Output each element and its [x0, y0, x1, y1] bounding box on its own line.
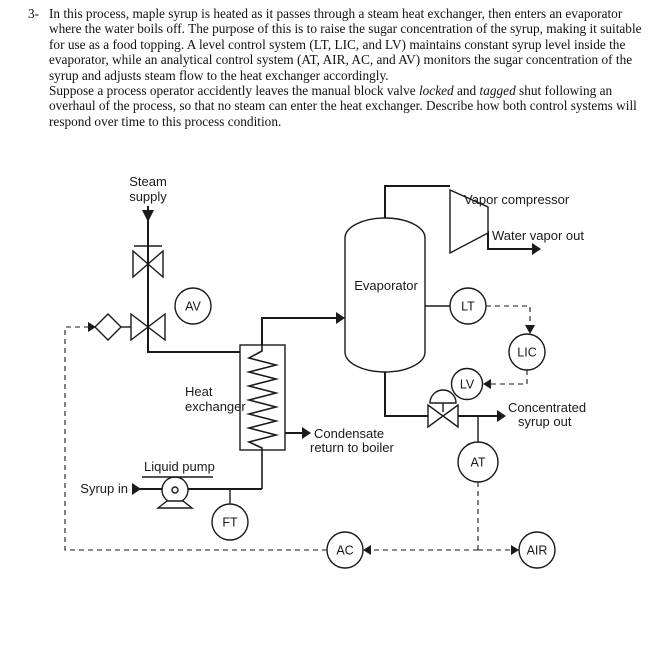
heat-exchanger-label-1: Heat [185, 384, 213, 399]
av-control-valve [88, 314, 165, 340]
water-vapor-out-label: Water vapor out [492, 228, 585, 243]
evaporator-label: Evaporator [354, 278, 418, 293]
heat-exchanger-label-2: exchanger [185, 399, 246, 414]
water-vapor-out-arrow [532, 243, 541, 255]
evaporator-top-pipe [385, 186, 450, 218]
steam-supply-label-2: supply [129, 189, 167, 204]
evaporator-vessel [345, 218, 425, 372]
condensate-label-2: return to boiler [310, 440, 394, 455]
av-signal-arrow [88, 322, 96, 332]
lv-tag: LV [459, 377, 475, 392]
vapor-compressor-label: Vapor compressor [464, 192, 570, 207]
manual-valve-body-right [148, 251, 163, 277]
syrup-in-arrow [132, 483, 141, 495]
air-tag: AIR [526, 543, 548, 558]
question-p2-seg2: and [453, 83, 480, 99]
concentrated-syrup-label-1: Concentrated [508, 400, 587, 415]
lv-actuator-dome [430, 390, 456, 403]
air-instrument [519, 532, 555, 568]
lic-tag: LIC [517, 345, 537, 360]
condensate-label-1: Condensate [314, 426, 385, 441]
manual-valve-body-left [133, 251, 148, 277]
lv-input-arrow [483, 379, 491, 389]
lv-valve-body-right [443, 405, 458, 427]
evaporator-top-pipe-line [385, 186, 450, 218]
lic-to-lv-signal [490, 370, 527, 384]
condensate-pipe [285, 427, 311, 439]
question-p2-seg1: Suppose a process operator accidently leaves the manual block valve [49, 83, 419, 99]
evaporator-body [345, 218, 425, 372]
lv-valve-body-left [428, 405, 443, 427]
question-p2-seg3: shut following an overhaul of the process, so that no steam can enter the heat exchanger. Describe how both control systems will respond over time to this process condition. [49, 83, 637, 129]
av-tag: AV [185, 299, 201, 314]
lic-input-arrow [525, 325, 535, 334]
lt-to-lic-signal [486, 306, 530, 328]
heat-exchanger [240, 345, 285, 489]
av-actuator-diamond [95, 314, 121, 340]
lv-control-valve [428, 390, 458, 427]
syrup-in-pipe [132, 483, 163, 495]
at-output-signal [367, 482, 516, 550]
lt-tag: LT [461, 299, 475, 314]
question-number: 3- [28, 6, 40, 21]
evaporator-bottom-pipe-line [385, 372, 428, 416]
av-instrument [175, 288, 211, 324]
ft-tag: FT [222, 515, 238, 530]
pump-base [158, 501, 192, 508]
lv-instrument [452, 369, 483, 400]
condensate-arrow [302, 427, 311, 439]
air-input-arrow [511, 545, 519, 555]
syrup-out-pipe [458, 410, 506, 422]
question-paragraph-1: In this process, maple syrup is heated as it passes through a steam heat exchanger, then enters an evaporator where the water boils off. The purpose of this is to raise the sugar concentration of the syrup, making it suitable for use as a food topping. A level control system (LT, LIC, and LV) maintains constant syrup level inside the evaporator, while an analytical control system (AT, AIR, AC, and AV) monitors the sugar concentration of the syrup and adjusts steam flow to the heat exchanger accordingly. [49, 6, 642, 83]
ac-instrument [327, 532, 363, 568]
diagram-labels [80, 174, 586, 496]
syrup-out-arrow [497, 410, 506, 422]
coil-to-evaporator-arrow [336, 312, 345, 324]
lt-instrument [450, 288, 486, 324]
evaporator-bottom-pipe [385, 372, 428, 416]
lt-to-lic-signal-line [486, 306, 530, 328]
coil-outlet-pipe [262, 312, 345, 345]
ac-tag: AC [336, 543, 354, 558]
ac-input-arrow [363, 545, 371, 555]
ft-instrument [212, 504, 248, 540]
at-instrument [458, 442, 498, 482]
liquid-pump-label: Liquid pump [144, 459, 215, 474]
question-p2-tagged: tagged [479, 83, 516, 99]
syrup-in-label: Syrup in [80, 481, 128, 496]
pump-casing [162, 477, 188, 503]
ac-to-av-signal [65, 327, 327, 550]
liquid-pump [142, 477, 213, 508]
lic-to-lv-signal-line [490, 370, 527, 384]
steam-flow-arrow [142, 210, 154, 222]
question-p2-locked: locked [418, 83, 454, 99]
av-valve-body-left [131, 314, 148, 340]
concentrated-syrup-label-2: syrup out [518, 414, 572, 429]
steam-supply-label-1: Steam [129, 174, 167, 189]
av-valve-body-right [148, 314, 165, 340]
lic-instrument [509, 334, 545, 370]
at-tag: AT [470, 455, 486, 470]
ac-to-av-signal-line [65, 327, 327, 550]
coil-outlet-pipe-line [262, 318, 337, 345]
